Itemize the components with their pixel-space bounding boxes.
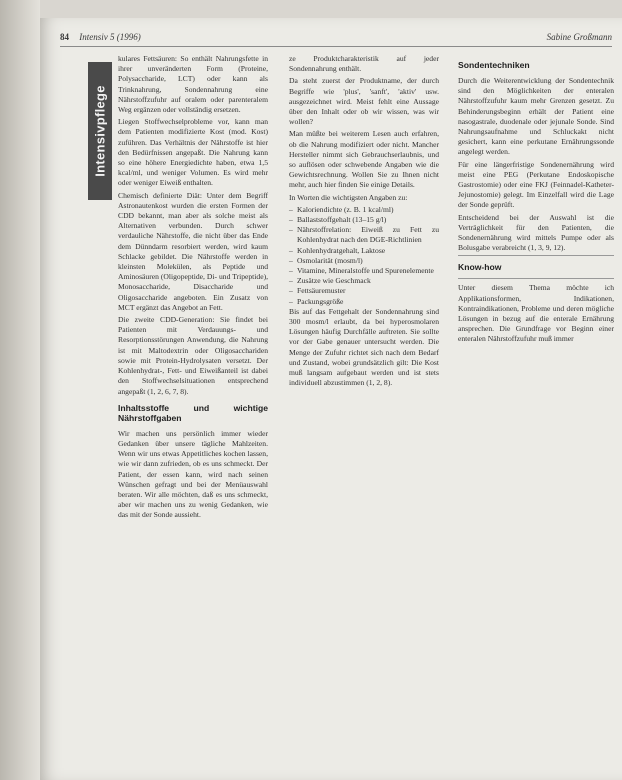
- paragraph: Wir machen uns persönlich immer wieder Gedanken über unsere tägliche Mahlzeiten. Wenn wir uns etwas Appetitliches kochen lassen, wie wir dann zufrieden, ob es uns schmeckt. Der Patient, der essen kann, wird nach seinen Wünschen gefragt und bei der Menüauswahl beraten. Wir alle möchten, daß es uns schmeckt, aber wir machen uns zu wenig Gedanken, wie das mit der Sonde aussieht.: [118, 428, 268, 520]
- paragraph: Für eine längerfristige Sondenernährung wird meist eine PEG (Perkutane Endoskopische Gastrostomie) oder eine FKJ (Feinnadel-Katheter-Jejunostomie) gelegt. Im Einzelfall wird die Lage der Sonde geprüft.: [458, 159, 614, 210]
- info-list: [289, 205, 439, 307]
- list-item: – Fettsäuremuster: [297, 286, 439, 296]
- list-item: – Ballaststoffgehalt (13–15 g/l): [297, 215, 439, 225]
- header-rule: [60, 46, 612, 47]
- list-item: – Kaloriendichte (z. B. 1 kcal/ml): [297, 205, 439, 215]
- paragraph: Liegen Stoffwechselprobleme vor, kann man dem Patienten modifizierte Kost (mod. Kost) zuführen. Das Verhältnis der Nährstoffe ist hier den Bedürfnissen angepaßt. Die Nahrung kann so eine höhere Energiedichte haben, etwa 1,5 kcal/ml, und weniger Volumen. Es wird mehr oder weniger Eiweiß enthalten.: [118, 117, 268, 188]
- text-column-1: [118, 54, 268, 523]
- paragraph: Die zweite CDD-Generation: Sie findet bei Patienten mit Verdauungs- und Resorptionsstörungen Anwendung, die Nahrung ist mit Maltodextrin oder Oligosacchariden sowie mit Protein-Hydrolysaten versetzt. Der Kohlenhydrat-, Fett- und Eiweißanteil ist dabei den Stoffwechselsituationen entsprechend angepaßt (1, 2, 6, 7, 8).: [118, 315, 268, 396]
- paragraph: Man müßte bei weiterem Lesen auch erfahren, ob die Nahrung modifiziert oder nicht. Mancher Hersteller nimmt sich Gebrauchserlaubnis, und so auflösen oder schwebende Angaben wie die Gewichtsrechnung. Wollen Sie zu Ihnen nicht mehr, auch hier finden Sie einige Details.: [289, 129, 439, 190]
- paragraph: Entscheidend bei der Auswahl ist die Verträglichkeit für den Patienten, die Sondenernährung wird mittels Pumpe oder als Bolusgabe verabreicht (1, 3, 9, 12).: [458, 212, 614, 253]
- paragraph: Durch die Weiterentwicklung der Sondentechnik sind den Möglichkeiten der enteralen Nährstoffzufuhr kaum mehr Grenzen gesetzt. Zu Behinderungsbeginn erhält der Patient eine nasogastrale, duodenale oder jejunale Sonde. Sind Nahrungsaufnahme und Schluckakt nicht gesichert, kann eine perkutane Ernährungssonde angelegt werden.: [458, 76, 614, 157]
- paragraph: kulares Fettsäuren: So enthält Nahrungsfette in ihrer unveränderten Form (Proteine, Polysaccharide, LCT) oder kann als Trinknahrung, Sondennahrung eine Nährstoffzufuhr auf oralem oder parenteralem Weg ergänzen oder vollständig ersetzen.: [118, 54, 268, 115]
- page-number: 84: [60, 32, 69, 42]
- paragraph: Da steht zuerst der Produktname, der durch Begriffe wie 'plus', 'sanft', 'aktiv' usw. ausgezeichnet wird. Meist fehlt eine Aussage über den Inhalt oder ob wir wissen, was wir wollen?: [289, 76, 439, 127]
- text-column-3: [458, 54, 614, 347]
- page-header: [60, 32, 612, 46]
- journal-citation: Intensiv 5 (1996): [79, 32, 141, 42]
- side-tab-label: Intensivpflege: [92, 85, 108, 177]
- list-item: – Kohlenhydratgehalt, Laktose: [297, 246, 439, 256]
- paragraph: Bis auf das Fettgehalt der Sondennahrung sind 300 mosm/l erlaubt, da bei hyperosmolaren Lösungen häufig Durchfälle auftreten. Sie sollte vor der Gabe genauer untersucht werden. Die Menge der Zufuhr richtet sich nach dem Bedarf und Zustand, wobei grundsätzlich gilt: Die Kost muß langsam aufgebaut werden und ist stets individuell abzustimmen (1, 2, 8).: [289, 306, 439, 388]
- list-item: – Osmolarität (mosm/l): [297, 256, 439, 266]
- section-heading: Know-how: [458, 262, 502, 273]
- section-divider: [458, 255, 614, 256]
- section-side-tab: [88, 62, 112, 200]
- paragraph: ze Produktcharakteristik auf jeder Sondennahrung enthält.: [289, 54, 439, 74]
- list-item: – Nährstoffrelation: Eiweiß zu Fett zu Kohlenhydrat nach den DGE-Richtlinien: [297, 225, 439, 245]
- list-item: – Vitamine, Mineralstoffe und Spurenelemente: [297, 266, 439, 276]
- text-column-2: [289, 54, 439, 391]
- paragraph: In Worten die wichtigsten Angaben zu:: [289, 192, 408, 202]
- paragraph: Chemisch definierte Diät: Unter dem Begriff Astronautenkost wurden die ersten Formen der CDD bekannt, man aber als solche meist als Alternativen verbunden. Durch schwer verdauliche Nährstoffe, die nicht über das Ende dem Dünndarm resorbiert werden, wird kaum Schlacke gebildet. Die Nährstoffe werden in kleinsten Molekülen, als Peptide und Aminosäuren (Oligopeptide, Di- und Tripeptide), Monosaccharide, Disaccharide und Oligosaccharide angeboten. Ein Zusatz von MCT ergänzt das Angebot an Fett.: [118, 190, 268, 312]
- list-item: – Packungsgröße: [297, 297, 439, 307]
- section-heading: Inhaltsstoffe und wichtige Nährstoffgaben: [118, 402, 268, 423]
- section-heading: Sondentechniken: [458, 60, 530, 70]
- book-spine-shadow: [0, 0, 40, 780]
- section-divider: [458, 278, 614, 279]
- running-title: Sabine Großmann: [546, 32, 612, 42]
- list-item: – Zusätze wie Geschmack: [297, 276, 439, 286]
- paragraph: Unter diesem Thema möchte ich Applikationsformen, Indikationen, Kontraindikationen, Probleme und deren mögliche Lösungen in bezug auf die enterale Ernährung ansprechen. Die Grundfrage vor Beginn einer enteralen Nährstoffzufuhr muß immer: [458, 283, 614, 344]
